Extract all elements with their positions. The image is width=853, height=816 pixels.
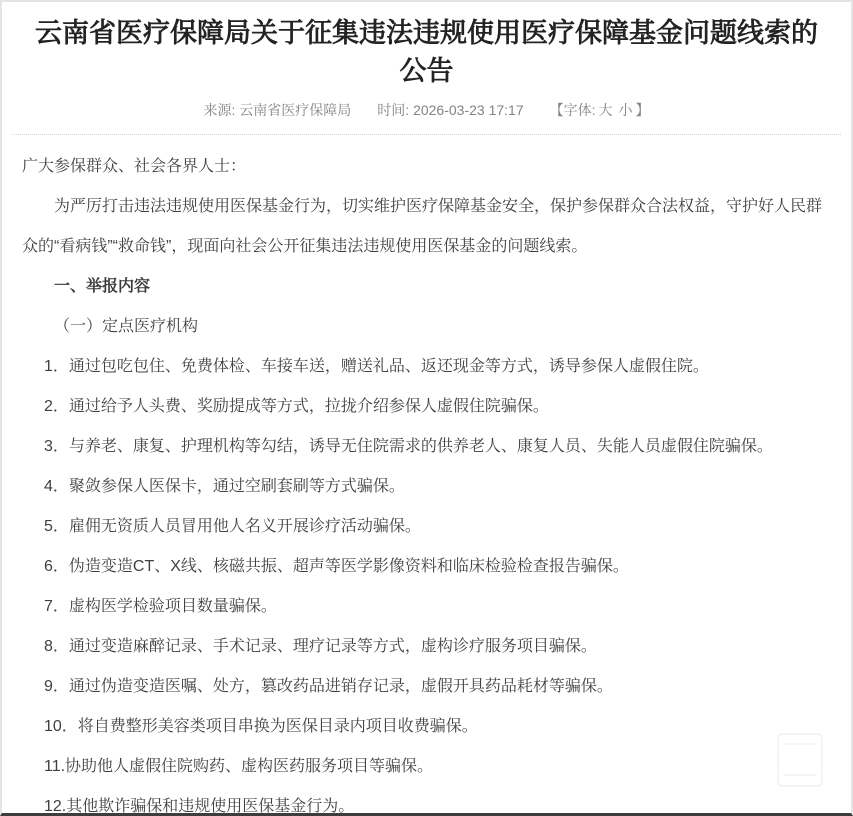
font-small-button[interactable]: 小 <box>618 102 633 118</box>
font-size-label-close: 】 <box>635 102 650 118</box>
report-item: 9．通过伪造变造医嘱、处方，篡改药品进销存记录，虚假开具药品耗材等骗保。 <box>44 678 613 695</box>
section-heading-report-content: 一、举报内容 <box>54 278 151 295</box>
meta-time-label: 时间: <box>377 102 410 118</box>
mobile-phone-screen <box>783 743 817 776</box>
subsection-heading-designated-medical-institutions: （一）定点医疗机构 <box>54 318 199 335</box>
report-item: 3．与养老、康复、护理机构等勾结，诱导无住院需求的供养老人、康复人员、失能人员虚假住院骗保。 <box>44 438 773 455</box>
mobile-phone-icon[interactable] <box>777 733 823 787</box>
report-item: 12.其他欺诈骗保和违规使用医保基金行为。 <box>44 798 355 815</box>
meta-time-value: 2026-03-23 17:17 <box>413 102 524 118</box>
report-item: 2．通过给予人头费、奖励提成等方式，拉拢介绍参保人虚假住院骗保。 <box>44 398 549 415</box>
report-item: 8．通过变造麻醉记录、手术记录、理疗记录等方式，虚构诊疗服务项目骗保。 <box>44 638 597 655</box>
article-body <box>2 135 851 816</box>
report-item: 1．通过包吃包住、免费体检、车接车送，赠送礼品、返还现金等方式，诱导参保人虚假住院。 <box>44 358 709 375</box>
intro-paragraph: 为严厉打击违法违规使用医保基金行为，切实维护医疗保障基金安全，保护参保群众合法权益，守护好人民群众的“看病钱”“救命钱”，现面向社会公开征集违法违规使用医保基金的问题线索。 <box>22 198 823 255</box>
font-size-control <box>550 100 650 120</box>
article-meta-bar <box>2 100 851 120</box>
font-large-button[interactable]: 大 <box>598 102 613 118</box>
report-item: 10．将自费整形美容类项目串换为医保目录内项目收费骗保。 <box>44 718 478 735</box>
salutation: 广大参保群众、社会各界人士： <box>22 158 247 175</box>
report-item: 4．聚敛参保人医保卡，通过空刷套刷等方式骗保。 <box>44 478 405 495</box>
font-size-label-open: 【字体: <box>549 102 596 118</box>
report-item: 5．雇佣无资质人员冒用他人名义开展诊疗活动骗保。 <box>44 518 421 535</box>
page-title: 云南省医疗保障局关于征集违法违规使用医疗保障基金问题线索的公告 <box>35 18 818 86</box>
report-item: 7．虚构医学检验项目数量骗保。 <box>44 598 277 615</box>
report-item: 6．伪造变造CT、X线、核磁共振、超声等医学影像资料和临床检验检查报告骗保。 <box>44 558 629 575</box>
report-item: 11.协助他人虚假住院购药、虚构医药服务项目等骗保。 <box>44 758 434 775</box>
meta-source <box>204 100 352 120</box>
meta-source-label: 来源: <box>203 102 236 118</box>
meta-source-value: 云南省医疗保障局 <box>239 102 352 118</box>
meta-time <box>377 100 523 120</box>
